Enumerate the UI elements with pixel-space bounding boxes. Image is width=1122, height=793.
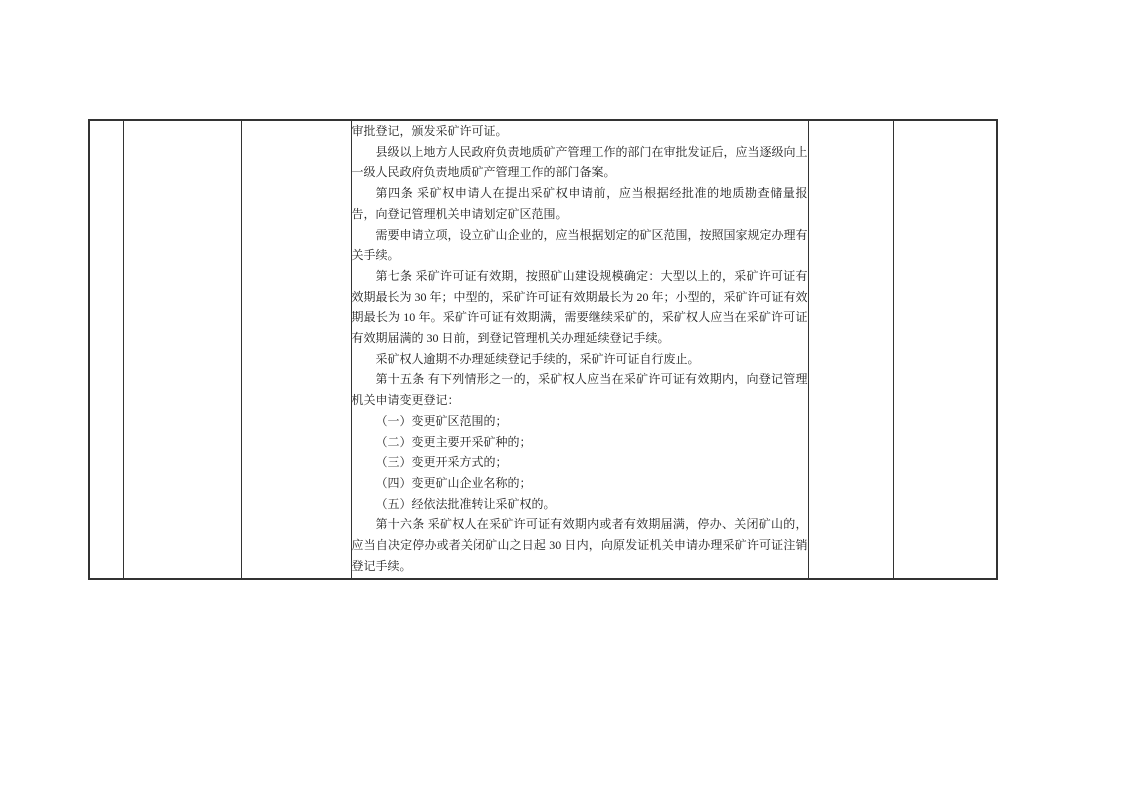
paragraph: （三）变更开采方式的； [375,455,508,470]
table-cell-5-empty [808,120,893,579]
paragraph: 审批登记，颁发采矿许可证。 [351,124,508,138]
table-cell-2-empty [123,120,241,579]
table-cell-3-empty [241,120,351,579]
table-cell-6-empty [893,120,997,579]
paragraph: （一）变更矿区范围的； [375,413,508,428]
paragraph: 第四条 采矿权申请人在提出采矿权申请前，应当根据经批准的地质勘查储量报告，向登记管理机关申请划定矿区范围。 [351,186,808,221]
paragraph: 需要申请立项，设立矿山企业的，应当根据划定的矿区范围，按照国家规定办理有关手续。 [351,227,808,263]
license-regulation-table [88,119,998,580]
table-row [89,120,997,579]
paragraph: 采矿权人逾期不办理延续登记手续的，采矿许可证自行废止。 [375,351,700,366]
paragraph: 第十六条 采矿权人在采矿许可证有效期内或者有效期届满，停办、关闭矿山的，应当自决定停办或者关闭矿山之日起 30 日内，向原发证机关申请办理采矿许可证注销登记手续。 [351,517,808,573]
paragraph: （二）变更主要开采矿种的； [375,434,532,449]
license-text-cell [351,120,808,579]
paragraph: （五）经依法批准转让采矿权的。 [375,496,556,511]
paragraph: 第十五条 有下列情形之一的，采矿权人应当在采矿许可证有效期内，向登记管理机关申请变更登记： [351,372,808,408]
paragraph: 县级以上地方人民政府负责地质矿产管理工作的部门在审批发证后，应当逐级向上一级人民政府负责地质矿产管理工作的部门备案。 [351,144,808,180]
paragraph: （四）变更矿山企业名称的； [375,475,532,490]
table-cell-1-empty [89,120,123,579]
paragraph: 第七条 采矿许可证有效期，按照矿山建设规模确定：大型以上的，采矿许可证有效期最长为 30 年；中型的，采矿许可证有效期最长为 20 年；小型的，采矿许可证有效期最长为 10 年。采矿许可证有效期满，需要继续采矿的，采矿权人应当在采矿许可证有效期届满的 30 日前，到登记管理机关办理延续登记手续。 [351,268,808,346]
